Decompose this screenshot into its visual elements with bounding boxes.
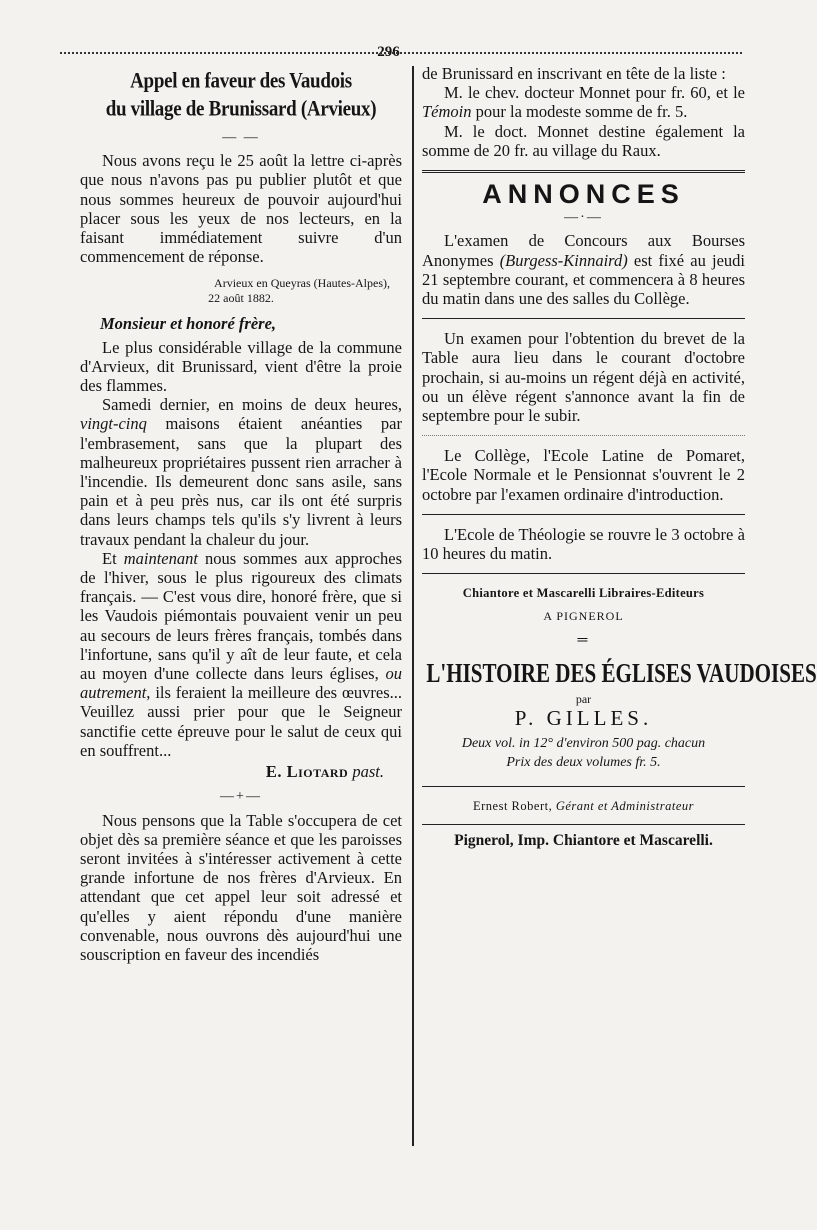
- letter-paragraph-2: [80, 395, 402, 549]
- emphasis: (Burgess-Kinnaird): [499, 250, 628, 270]
- text-run: Et: [102, 548, 124, 568]
- text-run: L'examen de Concours aux Bourses Anonymes: [422, 231, 745, 270]
- announcement-rule: [422, 318, 745, 319]
- header-rule: [60, 52, 742, 54]
- letter-place: Arvieux en Queyras (Hautes-Alpes),: [214, 276, 390, 291]
- article-title-line2: du village de Brunissard (Arvieux): [105, 97, 377, 122]
- signature: [80, 762, 402, 781]
- book-separator: ═: [577, 632, 590, 648]
- text-run: Samedi dernier, en moins de deux heures,: [102, 395, 402, 415]
- text-run: maisons étaient anéanties par l'embrasement, sans que la plupart des malheureux propriétaires pussent rien arracher à l'incendie. Ils demeurent donc sans asile, sans pain et à peu près nus, car ils ont été surpris dans leurs champs tels qu'ils s'y livrent à leurs travaux pendant la chaleur du jour.: [80, 414, 402, 549]
- signature-title: past.: [352, 762, 384, 782]
- publisher-city: A PIGNEROL: [543, 609, 624, 624]
- announcement-rule: [422, 573, 745, 574]
- text-run: pour la modeste somme de fr. 5.: [471, 102, 688, 122]
- announcement-rule: [422, 435, 745, 436]
- intro-paragraph: Nous avons reçu le 25 août la lettre ci-après que nous n'avons pas pu publier plutôt et que nous sommes heureux de pouvoir aujourd'hui placer sous les yeux de nos lecteurs, en la faisant immédiatement suivre d'un commencement de réponse.: [80, 151, 402, 267]
- manager-line: [422, 797, 745, 816]
- by-label: par: [575, 691, 592, 706]
- announcement-2: Un examen pour l'obtention du brevet de la Table aura lieu dans le courant d'octobre prochain, si au-moins un régent déjà en activité, ou un élève régent s'annonce avant la fin de septembre pour le subir.: [422, 329, 745, 426]
- announcement-3: Le Collège, l'Ecole Latine de Pomaret, l'Ecole Normale et le Pensionnat s'ouvrent le 2 octobre par l'examen ordinaire d'introduction.: [422, 446, 745, 504]
- article-title-line1: Appel en faveur des Vaudois: [130, 69, 352, 94]
- announcement-4: L'Ecole de Théologie se rouvre le 3 octobre à 10 heures du matin.: [422, 524, 745, 564]
- emphasis: ou autrement: [80, 664, 402, 703]
- signature-name: E. Liotard: [265, 762, 349, 782]
- salutation: Monsieur et honoré frère,: [100, 314, 277, 334]
- book-price: Prix des deux volumes fr. 5.: [506, 755, 661, 771]
- letter-paragraph-1: Le plus considérable village de la commune d'Arvieux, dit Brunissard, vient d'être la proie des flammes.: [80, 337, 402, 396]
- title-separator: — —: [222, 130, 260, 145]
- right-column: [422, 64, 817, 851]
- footer-rule: [422, 786, 745, 787]
- section-separator: —+—: [220, 789, 262, 805]
- column-divider: [412, 66, 414, 1146]
- manager-title: Gérant et Administrateur: [555, 799, 694, 814]
- letter-date: 22 août 1882.: [208, 291, 274, 306]
- editorial-paragraph: Nous pensons que la Table s'occupera de cet objet dès sa première séance et que les paroisses seront invitées à s'intéresser activement à cette grande infortune de nos frères d'Arvieux. En attendant que cet appel leur soit adressé et qu'elles y aient répondu d'une manière convenable, nous ouvrons dès aujourd'hui une souscription en faveur des incendiés: [80, 810, 402, 964]
- annonces-heading: ANNONCES: [482, 179, 685, 210]
- text-run: est fixé au jeudi 21 septembre courant, et commencera à 8 heures du matin dans une des salles du Collège.: [422, 250, 746, 309]
- letter-paragraph-3: [80, 549, 402, 760]
- section-rule: [422, 170, 745, 173]
- text-run: , ils feraient la meilleure des œuvres... Veuillez aussi prier pour que le Seigneur sanctifie cette épreuve pour le salut de ceux qui en souffrent...: [80, 683, 402, 760]
- donation-paragraph-1: [422, 83, 745, 121]
- footer-rule: [422, 824, 745, 825]
- annonces-separator: —·—: [564, 210, 603, 226]
- page-number: 296: [377, 44, 400, 60]
- printer-line: Pignerol, Imp. Chiantore et Mascarelli.: [454, 832, 713, 850]
- text-run: nous sommes aux approches de l'hiver, sous le plus rigoureux des climats français. — C'est vous dire, honoré frère, que si les Vaudois piémontais pouvaient venir un peu au secours de leurs frères français, tombés dans l'infortune, sans qu'il y aît de leur faute, et cela au moyen d'une collecte dans leurs églises,: [80, 548, 402, 684]
- book-title: L'HISTOIRE DES ÉGLISES VAUDOISES: [426, 657, 817, 688]
- manager-name: Ernest Robert,: [473, 799, 553, 814]
- book-details: Deux vol. in 12° d'environ 500 pag. chacun: [461, 736, 706, 752]
- text-run: M. le chev. docteur Monnet pour fr. 60, et le: [444, 83, 745, 103]
- left-column: [80, 64, 402, 964]
- emphasis: Témoin: [422, 102, 472, 122]
- announcement-1: [422, 231, 745, 308]
- book-author: P. GILLES.: [514, 706, 653, 731]
- announcement-rule: [422, 514, 745, 515]
- publisher-name: Chiantore et Mascarelli Libraires-Editeurs: [462, 586, 705, 601]
- continued-paragraph: de Brunissard en inscrivant en tête de la liste :: [422, 64, 726, 83]
- donation-paragraph-2: M. le doct. Monnet destine également la somme de 20 fr. au village du Raux.: [422, 121, 745, 160]
- emphasis: vingt-cinq: [80, 414, 147, 434]
- emphasis: maintenant: [123, 548, 198, 568]
